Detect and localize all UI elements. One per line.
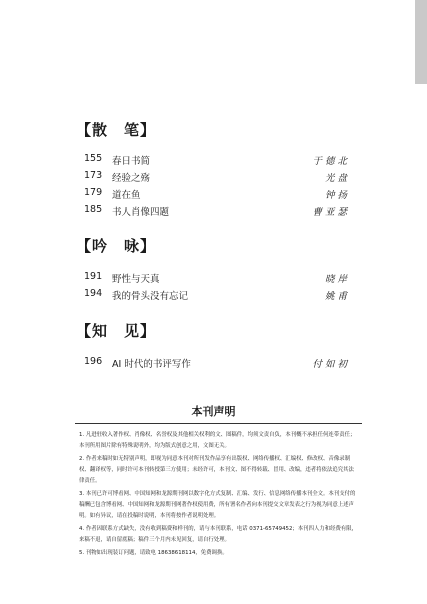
section-heading-yinyong: 【吟 咏】: [76, 237, 157, 255]
entry-page-number: 155: [84, 153, 103, 164]
toc-entry[interactable]: [84, 170, 350, 186]
toc-entry[interactable]: [84, 204, 350, 220]
toc-entry[interactable]: [84, 271, 350, 287]
notice-body: [79, 430, 358, 561]
section-heading-sanbi: 【散 笔】: [76, 121, 157, 139]
toc-entry[interactable]: [84, 187, 350, 203]
toc-entry[interactable]: [84, 356, 350, 372]
entry-title: 春日书简: [112, 156, 151, 167]
notice-paragraph: 3. 本刊已许可博看网、中国知网和龙源期刊网以数字化方式复制、汇编、发行、信息网络传播本刊全文。本刊支付的稿酬已包含博看网、中国知网和龙源期刊网著作权使用费，所有署名作者向本刊提交文章发表之行为视为同意上述声明。如有异议，请在投稿时说明，本刊将按作者说明处理。: [79, 491, 356, 519]
notice-divider: [75, 423, 362, 424]
section-heading-zhijian: 【知 见】: [76, 322, 157, 340]
corner-tab-mark: [415, 0, 427, 84]
entry-author: 付如初: [312, 359, 350, 370]
entry-page-number: 179: [84, 187, 103, 198]
entry-page-number: 196: [84, 356, 103, 367]
entry-author: 姚甫: [324, 291, 350, 302]
notice-heading: 本刊声明: [191, 405, 236, 418]
entry-title: 书人肖像四题: [112, 207, 170, 218]
entry-page-number: 191: [84, 271, 103, 282]
entry-title: 野性与天真: [112, 274, 160, 285]
toc-entry[interactable]: [84, 288, 350, 304]
entry-page-number: 173: [84, 170, 103, 181]
notice-paragraph: 5. 刊物如出现装订问题，请致电 18638618114，免费调换。: [79, 550, 228, 556]
entry-page-number: 194: [84, 288, 103, 299]
entry-author: 钟扬: [324, 190, 350, 201]
entry-author: 晓岸: [324, 274, 350, 285]
entry-title: 道在鱼: [112, 190, 141, 201]
entry-author: 于德北: [312, 156, 350, 167]
notice-paragraph: 1. 凡进驻收入著作权、肖像权、名誉权及其他相关权利的文、图稿件，均须文责自负，本刊概不承担任何连带责任；本刊所用图片除有特殊说明外，均为版式创意之用，文图无关。: [79, 432, 356, 449]
entry-title: 经验之殇: [112, 173, 151, 184]
entry-author: 曹亚瑟: [312, 207, 350, 218]
notice-paragraph: 4. 作者因联系方式缺失，没有收到稿费和样刊的，请与本刊联系，电话 0371-65749452；本刊四人力和经费有限，来稿不退，请自留底稿；稿件三个月内未见回复，请自行处理。: [79, 526, 358, 543]
entry-title: 我的骨头没有忘记: [112, 291, 189, 302]
toc-entry[interactable]: [84, 153, 350, 169]
entry-author: 光盘: [324, 173, 350, 184]
entry-title: AI 时代的书评写作: [112, 359, 191, 370]
notice-paragraph: 2. 作者来稿时如无特别声明，即视为同意本刊对所刊发作品享有出版权、网络传播权、汇编权、修改权、音像录制权、翻译权等，同时许可本刊转授第三方使用；未经许可，本刊文、图不得转载、冒用、改编，违者将依法追究其法律责任。: [79, 456, 354, 484]
entry-page-number: 185: [84, 204, 103, 215]
